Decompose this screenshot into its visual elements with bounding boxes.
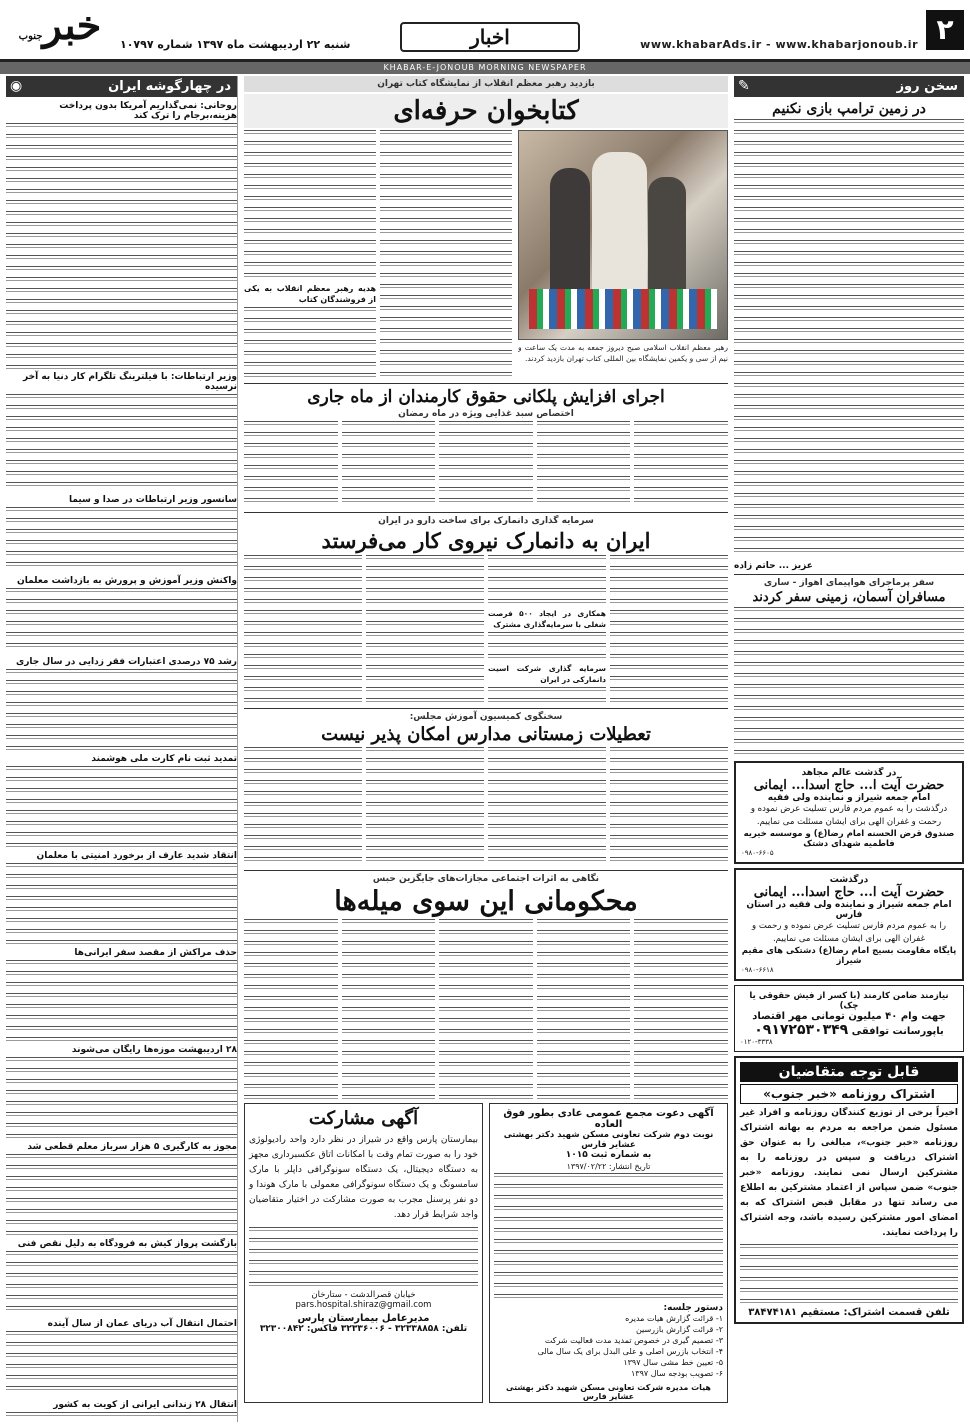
left-news-headline: تمدید ثبت نام کارت ملی هوشمند xyxy=(91,753,237,764)
left-news-headline: احتمال انتقال آب دریای عمان از سال آینده xyxy=(47,1319,237,1330)
masthead xyxy=(0,0,970,62)
art1-title: کتابخوان حرفه‌ای xyxy=(244,94,728,128)
left-news-headline: واکنش وزیر آموزش و پرورش به بازداشت معلمان xyxy=(17,575,237,586)
pen-icon: ✎ xyxy=(738,78,750,94)
left-news-headline: رشد ۷۵ درصدی اعتبارات فقر زدایی در سال جاری xyxy=(16,656,237,667)
left-news-body xyxy=(6,960,237,1042)
left-news-body xyxy=(6,1331,237,1397)
left-news-item xyxy=(6,948,237,1042)
middle-column xyxy=(244,76,728,1422)
english-banner: KHABAR-E-JONOUB MORNING NEWSPAPER xyxy=(0,62,970,74)
right-art2-kicker: سفر پرماجرای هواپیمای اهواز - ساری xyxy=(763,578,935,588)
art2-subhead: اختصاص سبد غذایی ویژه در ماه رمضان xyxy=(398,409,574,419)
art3-subhead2: سرمایه گذاری شرکت اسیت دانمارکی در ایران xyxy=(488,664,606,684)
left-news-headline: سانسور وزیر ارتباطات در صدا و سیما xyxy=(68,495,237,506)
art3-title: ایران به دانمارک نیروی کار می‌فرستد xyxy=(321,528,651,553)
left-news-item xyxy=(6,754,237,848)
left-news-item xyxy=(6,576,237,654)
left-news-item xyxy=(6,1045,237,1139)
left-news-body xyxy=(6,863,237,945)
left-news-body xyxy=(6,1251,237,1317)
left-news-item xyxy=(6,495,237,573)
left-news-body xyxy=(6,1057,237,1139)
left-news-headline: حذف مراکش از مقصد سفر ایرانی‌ها xyxy=(74,947,237,958)
agenda-item: ۶- تصویب بودجه سال ۱۳۹۷ xyxy=(630,1369,723,1378)
art2-title: اجرای افزایش پلکانی حقوق کارمندان از ماه جاری xyxy=(307,387,665,407)
loan-phone[interactable]: ۰۹۱۷۲۵۳۰۳۴۹ xyxy=(754,1022,849,1038)
left-news-item xyxy=(6,1400,237,1422)
left-news-body xyxy=(6,1412,237,1422)
issue-date: شنبه ۲۲ اردیبهشت ماه ۱۳۹۷ شماره ۱۰۷۹۷ xyxy=(120,38,351,51)
left-news-item xyxy=(6,101,237,369)
coop-meeting-ad: آگهی دعوت مجمع عمومی عادی بطور فوق العاده نوبت دوم شرکت تعاونی مسکن شهید دکتر بهشتی عشایر فارس به شماره ثبت ۱۰۱۵ تاریخ انتشار: ۱۳۹۷/۰۲/۲۲ دستور جلسه: ۱- قرائت گزارش هیات مدیره ۲- قرائت گزارش بازرسین ۳- تصمیم گیری در خصوص تمدید مدت فعالیت شرکت ۴- انتخاب بازرس اصلی و علی البدل برای یک سال مالی ۵- تعیین خط مشی سال ۱۳۹۷ ۶- تصویب بودجه سال ۱۳۹۷ هیات مدیره شرکت تعاونی مسکن شهید دکتر بهشتی عشایر فارس xyxy=(489,1103,728,1403)
art5-title: محکومانی این سوی میله‌ها xyxy=(334,886,638,917)
left-news-headline: وزیر ارتباطات: با فیلترینگ تلگرام کار دنیا به آخر نرسیده xyxy=(23,372,237,392)
leader-book-fair-photo xyxy=(518,130,728,340)
art1-kicker: بازدید رهبر معظم انقلاب از نمایشگاه کتاب تهران xyxy=(244,76,728,92)
obituary-ad-1: در گذشت عالم مجاهد حضرت آیت ا... حاج اسدا... ایمانی امام جمعه شیراز و نماینده ولی فقیه درگذشت را به عموم مردم فارس تسلیت عرض نموده و رحمت و غفران الهی برای ایشان مسئلت می نماییم. صندوق قرض الحسنه امام رضا(ع) و موسسه خیریه فاطمیه شهدای دشتک ۰۹۸۰-۶۶۰۵ xyxy=(734,761,964,864)
art4-title: تعطیلات زمستانی مدارس امکان پذیر نیست xyxy=(321,724,651,745)
left-news-headline: انتقاد شدید عارف از برخورد امنیتی با معلمان xyxy=(36,850,237,861)
right-column xyxy=(734,76,964,1422)
art1-subhead: هدیه رهبر معظم انقلاب به یکی از فروشندگان کتاب xyxy=(244,284,376,304)
newspaper-logo: خبرجنوب xyxy=(18,2,102,49)
art5-kicker: نگاهی به اثرات اجتماعی مجازات‌های جایگزین حبس xyxy=(372,874,600,884)
art3-subhead1: همکاری در ایجاد ۵۰۰ فرصت شغلی با سرمایه‌گذاری مشترک xyxy=(488,609,606,629)
left-news-item xyxy=(6,1239,237,1317)
left-news-headline: مجوز به کارگیری ۵ هزار سرباز معلم قطعی شد xyxy=(27,1141,237,1152)
left-news-body xyxy=(6,588,237,654)
left-news-item xyxy=(6,657,237,751)
left-news-item xyxy=(6,851,237,945)
section-title: اخبار xyxy=(400,22,580,52)
map-icon: ◉ xyxy=(10,78,23,94)
left-news-body xyxy=(6,394,237,492)
left-news-item xyxy=(6,1319,237,1397)
left-news-body xyxy=(6,1154,237,1236)
left-news-item xyxy=(6,1142,237,1236)
agenda-item: ۳- تصمیم گیری در خصوص تمدید مدت فعالیت شرکت xyxy=(544,1336,723,1345)
editorial-label: سخن روز ✎ xyxy=(734,76,964,97)
page-number: ۲ xyxy=(926,10,964,50)
agenda-item: ۵- تعیین خط مشی سال ۱۳۹۷ xyxy=(623,1358,723,1367)
obituary-ad-2: درگذشت حضرت آیت ا... حاج اسدا... ایمانی امام جمعه شیراز و نماینده ولی فقیه در استان فارس را به عموم مردم فارس تسلیت عرض نموده و رحمت و غفران الهی برای ایشان مسئلت می نماییم. پایگاه مقاومت بسیج امام رضا(ع) دشتکی های مقیم شیراز ۰۹۸۰-۶۶۱۸ xyxy=(734,868,964,981)
art3-kicker: سرمایه گذاری دانمارک برای ساخت دارو در ایران xyxy=(378,516,594,526)
left-news-body xyxy=(6,766,237,848)
loan-guarantor-ad: نیازمند ضامن کارمند (با کسر از فیش حقوقی یا چک) جهت وام ۴۰ میلیون تومانی مهر اقتصاد باپورسانت توافقی ۰۹۱۷۲۵۳۰۳۴۹ ۰۱۲۰-۳۳۳۸ xyxy=(734,985,964,1052)
agenda-item: ۴- انتخاب بازرس اصلی و علی البدل برای یک سال مالی xyxy=(537,1347,723,1356)
art4-kicker: سخنگوی کمیسیون آموزش مجلس: xyxy=(409,712,563,722)
editorial-headline: در زمین ترامپ بازی نکنیم xyxy=(772,101,926,117)
right-art2-title: مسافران آسمان، زمینی سفر کردند xyxy=(752,590,946,605)
left-news-headline: انتقال ۲۸ زندانی ایرانی از کویت به کشور xyxy=(53,1399,237,1410)
agenda-item: ۱- قرائت گزارش هیات مدیره xyxy=(625,1314,723,1323)
subscription-notice: قابل توجه متقاضیان اشتراک روزنامه «خبر جنوب» اخیراً برخی از توزیع کنندگان روزنامه و افراد غیر مسئول ضمن مراجعه به مردم به بهانه اشتراک روزنامه «خبر جنوب»، مبالغی را به عنوان حق اشتراک دریافت و سپس در روزنامه را به مشترکین ارسال نمی نمایند. روزنامه «خبر جنوب» ضمن سپاس از اعتماد مشترکین به اطلاع می رساند تنها در مقابل قبض اشتراک که به امضای امور مشترکین رسیده باشد، وجه اشتراک را پرداخت نمایند. تلفن قسمت اشتراک: مستقیم ۳۸۴۷۴۱۸۱ xyxy=(734,1056,964,1324)
left-news-body xyxy=(6,507,237,573)
left-column xyxy=(6,76,238,1422)
left-news-body xyxy=(6,669,237,751)
left-news-headline: روحانی: نمی‌گذاریم آمریکا بدون پرداخت هزینه،برجام را ترک کند xyxy=(59,101,237,121)
photo-caption: رهبر معظم انقلاب اسلامی صبح دیروز جمعه به مدت یک ساعت و نیم از سی و یکمین نمایشگاه بین المللی کتاب تهران بازدید کردند. xyxy=(518,343,728,363)
left-column-title: در چهارگوشه ایران ◉ xyxy=(6,76,237,97)
subscription-phone[interactable]: تلفن قسمت اشتراک: مستقیم ۳۸۴۷۴۱۸۱ xyxy=(748,1307,950,1318)
site-urls[interactable]: www.khabarAds.ir - www.khabarjonoub.ir xyxy=(640,38,918,51)
hospital-partnership-ad: آگهی مشارکت بیمارستان پارس واقع در شیراز در نظر دارد واحد رادیولوژی خود را به صورت تمام وقت با امکانات اتاق عکسبرداری مجهز به دستگاه دیجیتال، یک دستگاه سونوگرافی داپلر با مارک سامسونگ و یک دستگاه سونوگرافی معمولی با مارک هوندا و دو نفر پرسنل مجرب به صورت مشارکت در اختیار متقاضیان واجد شرایط قرار دهد. خیابان قصرالدشت - ستارخان pars.hospital.shiraz@gmail.com مدیرعامل بیمارستان پارس تلفن: ۳۲۳۳۸۸۵۸ - ۳۲۳۳۶۰۰۶ فاکس: ۳۲۳۰۰۸۴۲ xyxy=(244,1103,483,1403)
left-news-body xyxy=(6,123,237,369)
left-news-headline: ۲۸ اردیبهشت موزه‌ها رایگان می‌شوند xyxy=(71,1044,237,1055)
hospital-email-link[interactable]: pars.hospital.shiraz@gmail.com xyxy=(295,1300,432,1310)
left-news-item xyxy=(6,372,237,492)
agenda-item: ۲- قرائت گزارش بازرسین xyxy=(635,1325,723,1334)
editorial-author: عزیز ... حاتم زاده xyxy=(734,561,813,571)
left-news-headline: بازگشت پرواز کیش به فرودگاه به دلیل نقص فنی xyxy=(17,1238,237,1249)
